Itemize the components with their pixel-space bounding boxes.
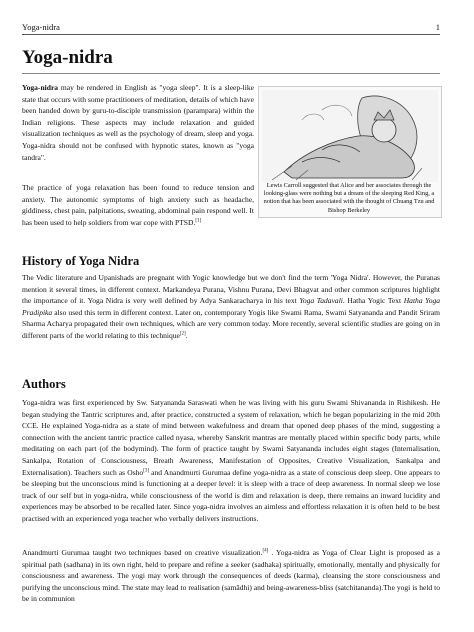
history-text-1: The Vedic literature and Upanishads are pregnant with Yogic knowledge but we don't find the term 'Yoga Nidra'. However, the Puranas mention it several times, in different context. Markandeya Purana, Vishnu Purana, Devi Bhagvat and other common scriptures highlight the importance of it. Yoga Nidra is very well defined by Adya Sankaracharya in his text — [22, 273, 440, 306]
authors-heading: Authors — [22, 377, 66, 391]
history-italic-hatha-yoga-pradipika: Hatha Yoga Pradipika — [22, 296, 441, 317]
practice-text: The practice of yoga relaxation has been found to reduce tension and anxiety. The autonomic symptoms of high anxiety such as headache, giddiness, chest pain, palpitations, sweating, abdominal pain respond well. It has been used to help soldiers from war cope with PTSD. — [22, 183, 254, 227]
practice-paragraph — [22, 182, 254, 228]
authors-text-1b: and Anandmurti Gurumaa define yoga-nidra as a state of conscious deep sleep. One appears to be sleeping but the unconscious mind is functioning at a deeper level: it is sleep with a trace of deep awareness. In normal sleep we lose track of our self but in yoga-nidra, while consciousness of the world is dim and relaxation is deep, there remains an inward lucidity and experiences may be absorbed to be recalled later. Since yoga-nidra involves an aimless and effortless relaxation it is often held to be best practised with an experienced yoga teacher who verbally delivers instructions. — [22, 467, 441, 523]
authors-paragraph-2 — [22, 547, 440, 605]
page-title: Yoga-nidra — [22, 46, 440, 74]
citation-3[interactable]: [3] — [143, 468, 150, 474]
intro-paragraph — [22, 82, 254, 163]
sleeping-red-king-illustration — [262, 90, 438, 182]
history-text-3: also used this term in different context. Later on, contemporary Yogis like Swami Rama, Swami Satyananda and Pandit Sriram Sharma Acharya propagated their own techniques, which are very common today. More recently, several scientific studies are going on in different parts of the world relating to this technique — [22, 307, 440, 340]
history-heading: History of Yoga Nidra — [22, 254, 140, 268]
figure-caption: Lewis Carroll suggested that Alice and her associates through the looking-glass were nothing but a dream of the sleeping Red King, a notion that has been associated with the thought of Chuang Tzu and Bishop Berkeley — [263, 182, 435, 214]
authors-text-1a: Yoga-nidra was first experienced by Sw. Satyananda Saraswati when he was living with his guru Swami Shivananda in Rishikesh. He began studying the Tantric scriptures and, after practice, constructed a system of relaxation, which he began popularizing in the mid 20th CCE. He explained Yoga-nidra as a state of mind between wakefulness and dream that opened deep phases of the mind, suggesting a connection with the ancient tantric practice called nyasa, whereby Sanskrit mantras are mentally placed within specific body parts, while meditating on each part (of the bodymind). The form of practice taught by Swami Satyananda includes eight stages (Internalisation, Sankalpa, Rotation of Consciousness, Breath Awareness, Manifestation of Opposites, Creative Visualization, Sankalpa and Externalisation). Teachers such as Osho — [22, 398, 440, 477]
running-header — [22, 22, 440, 35]
history-text-2: . Hatha Yogic Text — [342, 296, 402, 306]
history-text-4: . — [185, 330, 188, 340]
running-header-title: Yoga-nidra — [22, 22, 60, 32]
history-italic-yoga-tadavali: Yoga Tadavali — [299, 296, 343, 306]
authors-text-2b: . Yoga-nidra as Yoga of Clear Light is proposed as a spiritual path (sadhana) in its own right, held to prepare and refine a seeker (sadhaka) spiritually, emotionally, mentally and physically for consciousness and awareness. The yogi may work through the consequences of deeds (karma), cleansing the store consciousness and purifying the unconscious mind. The state may lead to realisation (samādhi) and being-awareness-bliss (satchitananda).The yogi is held to be in communion — [22, 548, 441, 604]
authors-text-2a: Anandmurti Gurumaa taught two techniques based on creative visualization. — [22, 548, 263, 557]
citation-4[interactable]: [4] — [262, 548, 269, 554]
citation-1[interactable]: [1] — [195, 218, 202, 224]
intro-text: may be rendered in English as "yoga sleep". It is a sleep-like state that occurs with some practitioners of meditation, details of which have been handed down by guru-to-disciple transmission (parampara) within the Indian religions. These aspects may include relaxation and guided visualization techniques as well as the psychology of dream, sleep and yoga. Yoga-nidra should not be confused with hypnotic states, known as "yoga tandra". — [22, 83, 254, 162]
page-number: 1 — [435, 22, 440, 32]
citation-2[interactable]: [2] — [179, 331, 186, 337]
history-paragraph — [22, 272, 440, 342]
authors-paragraph-1 — [22, 397, 440, 525]
intro-bold-term: Yoga-nidra — [22, 83, 59, 92]
